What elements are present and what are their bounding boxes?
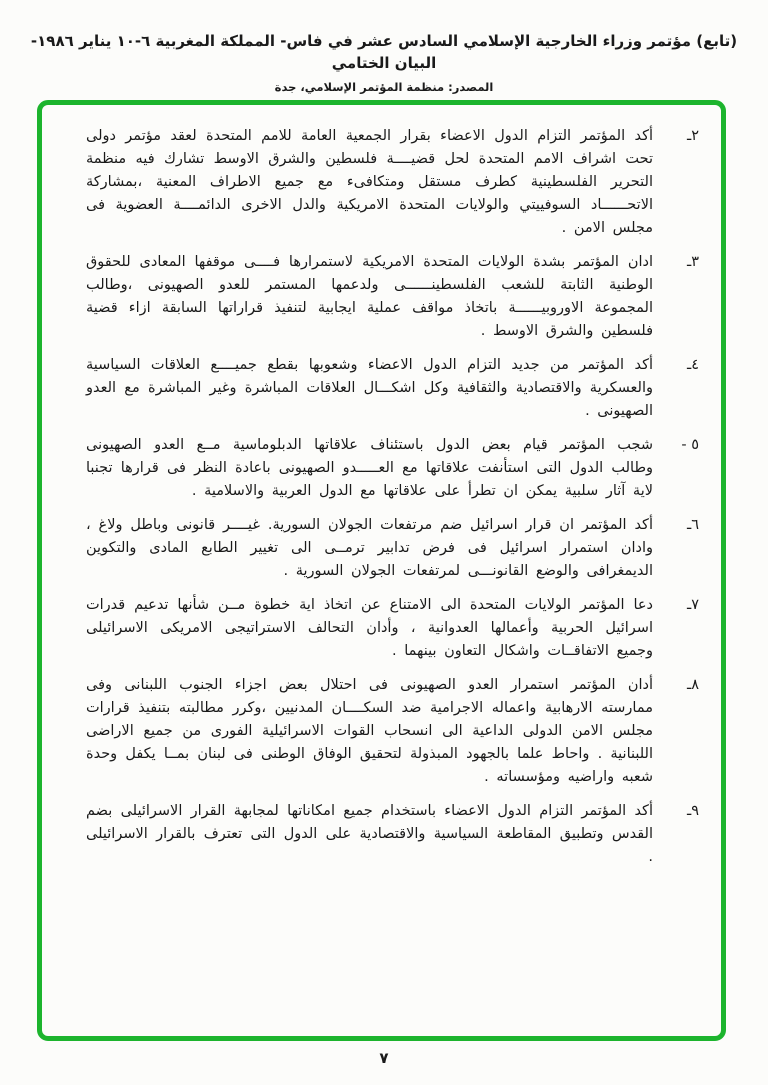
item-text: ادان المؤتمر بشدة الولايات المتحدة الامريكية لاستمرارها فــــى موقفها المعادى للحقوق الوطنية الثابتة للشعب الفلسطينــــــى ولدعمها المستمر للعدو الصهيونى ،وطالب المجموعة الاوروبيــــــة باتخاذ مواقف عملية ايجابية لتنفيذ قراراتها السابقة ازاء قضية فلسطين والشرق الاوسط . bbox=[86, 254, 653, 339]
item-text: أكد المؤتمر التزام الدول الاعضاء باستخدام جميع امكاناتها لمجابهة القرار الاسرائيلى بضم القدس وتطبيق المقاطعة السياسية والاقتصادية على الدول التى تعترف بالقرار الاسرائيلى . bbox=[86, 803, 653, 865]
page-header bbox=[20, 30, 748, 94]
item-number: ٢ـ bbox=[686, 128, 699, 144]
page-number: ٧ bbox=[379, 1049, 389, 1067]
item-text: أكد المؤتمر ان قرار اسرائيل ضم مرتفعات الجولان السورية. غيــــر قانونى وباطل ولاغ ، وادان استمرار اسرائيل فى فرض تدابير ترمــى الى تغيير الطابع المادى والتكوين الديمغرافى والوضع القانونـــى لمرتفعات الجولان السورية . bbox=[86, 517, 653, 579]
list-item bbox=[86, 800, 699, 869]
list-item bbox=[86, 594, 699, 663]
list-item bbox=[86, 434, 699, 503]
green-border-frame bbox=[37, 100, 726, 1041]
item-text: دعا المؤتمر الولايات المتحدة الى الامتناع عن اتخاذ اية خطوة مــن شأنها تدعيم قدرات اسرائيل الحربية وأعمالها العدوانية ، وأدان التحالف الاستراتيجى الامريكى الاسرائيلى وجميع الاتفاقــات واشكال التعاون بينهما . bbox=[86, 597, 653, 659]
item-text: أكد المؤتمر التزام الدول الاعضاء بقرار الجمعية العامة للامم المتحدة لعقد مؤتمر دولى تحت اشراف الامم المتحدة لحل قضيــــة فلسطين والشرق الاوسط تشارك فيه منظمة التحرير الفلسطينية كطرف مستقل ومتكافىء مع جميع الاطراف المعنية ،بمشاركة الاتحــــــاد السوفييتي والولايات المتحدة الامريكية والدل الاخرى الدائمــــة العضوية فى مجلس الامن . bbox=[86, 128, 653, 236]
item-text: أدان المؤتمر استمرار العدو الصهيونى فى احتلال بعض اجزاء الجنوب اللبنانى وفى ممارسته الارهابية واعماله الاجرامية ضد السكــــان المدنيين ،وكرر مطالبته بتنفيذ قرارات مجلس الامن الدولى الداعية الى انسحاب القوات الاسرائيلية الفورى من جميع الاراضى اللبنانية . واحاط علما بالجهود المبذولة لتحقيق الوفاق الوطنى فى لبنان بمــا يكفل وحدة شعبه واراضيه ومؤسساته . bbox=[86, 677, 653, 785]
list-item bbox=[86, 514, 699, 583]
item-number: ٦ـ bbox=[686, 517, 699, 533]
list-item bbox=[86, 674, 699, 789]
document-title: (تابع) مؤتمر وزراء الخارجية الإسلامي السادس عشر في فاس- المملكة المغربية ٦-١٠ يناير ١٩٨٦- البيان الختامي bbox=[30, 32, 738, 72]
list-item bbox=[86, 125, 699, 240]
item-number: ٣ـ bbox=[686, 254, 699, 270]
list-item bbox=[86, 354, 699, 423]
item-number: ٥ - bbox=[681, 437, 699, 453]
item-text: أكد المؤتمر من جديد التزام الدول الاعضاء وشعوبها بقطع جميــــع العلاقات السياسية والعسكرية والاقتصادية والثقافية وكل اشكـــال العلاقات المباشرة وغير المباشرة مع العدو الصهيونى . bbox=[86, 357, 653, 419]
document-source: المصدر: منظمة المؤتمر الإسلامي، جدة bbox=[274, 80, 494, 94]
item-number: ٧ـ bbox=[686, 597, 699, 613]
item-number: ٤ـ bbox=[686, 357, 699, 373]
list-item bbox=[86, 251, 699, 343]
item-text: شجب المؤتمر قيام بعض الدول باستئناف علاقاتها الدبلوماسية مــع العدو الصهيونى وطالب الدول التى استأنفت علاقاتها مع العـــــدو الصهيونى باعادة النظر فى قرارها تجنبا لاية آثار سلبية يمكن ان تطرأ على علاقاتها مع الدول العربية والاسلامية . bbox=[86, 437, 653, 499]
resolution-list bbox=[42, 105, 721, 888]
item-number: ٩ـ bbox=[686, 803, 699, 819]
item-number: ٨ـ bbox=[686, 677, 699, 693]
